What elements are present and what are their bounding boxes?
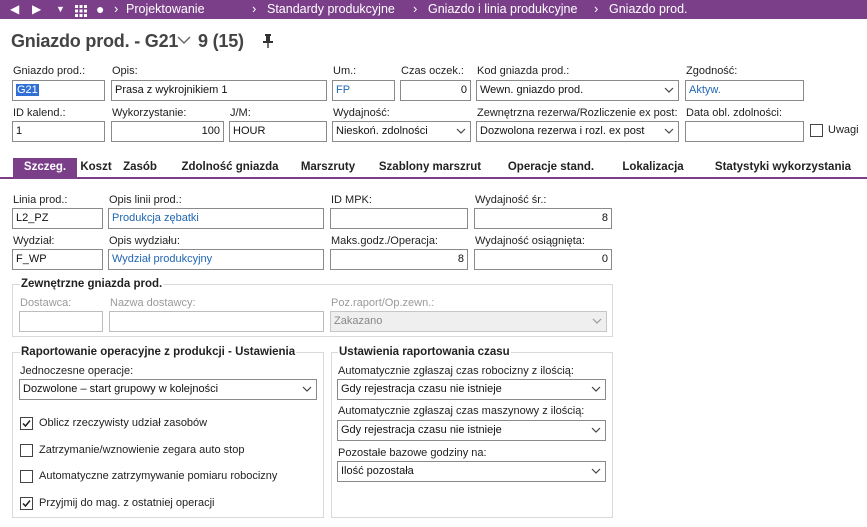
tab-koszt[interactable]: Koszt <box>80 161 112 173</box>
oblicz-udzial-checkbox[interactable] <box>20 417 33 430</box>
data-obl-label: Data obl. zdolności: <box>686 107 782 119</box>
auto-zatrzymywanie-checkbox[interactable] <box>20 470 33 483</box>
czas-oczek-label: Czas oczek.: <box>401 65 464 77</box>
apps-grid-icon[interactable] <box>74 0 88 19</box>
page-title: Gniazdo prod. - G21 <box>11 31 179 51</box>
breadcrumb-item-gniazdo-linia[interactable]: Gniazdo i linia produkcyjne <box>428 2 578 16</box>
tab-szablony-marszrut[interactable]: Szablony marszrut <box>378 161 482 173</box>
maks-godz-input[interactable]: 8 <box>330 249 468 270</box>
top-navigation-bar <box>0 0 867 19</box>
tab-lokalizacja[interactable]: Lokalizacja <box>622 161 684 173</box>
id-kalend-input[interactable]: 1 <box>12 121 105 142</box>
chevron-right-icon: › <box>252 1 257 16</box>
auto-maszynowy-label: Automatycznie zgłaszaj czas maszynowy z ilością: <box>338 405 585 417</box>
zgodnosc-label: Zgodność: <box>686 65 738 77</box>
wydajnosc-sr-label: Wydajność śr.: <box>475 194 547 206</box>
wydajnosc-osiagnieta-label: Wydajność osiągnięta: <box>475 235 585 247</box>
pozostale-label: Pozostałe bazowe godziny na: <box>338 447 487 459</box>
chevron-right-icon: › <box>594 1 599 16</box>
id-mpk-input[interactable] <box>330 208 468 229</box>
pozostale-select[interactable]: Ilość pozostała <box>337 461 606 482</box>
wydajnosc-label: Wydajność: <box>333 107 390 119</box>
uwagi-checkbox[interactable] <box>810 124 823 137</box>
chevron-right-icon: › <box>413 1 418 16</box>
zewn-rezerwa-select[interactable]: Dozwolona rezerwa i rozl. ex post <box>476 121 679 142</box>
uwagi-label: Uwagi <box>828 124 859 136</box>
wydajnosc-osiagnieta-input[interactable]: 0 <box>474 249 612 270</box>
jednoczesne-select[interactable]: Dozwolone – start grupowy w kolejności <box>19 379 317 400</box>
tab-zasob[interactable]: Zasób <box>123 161 157 173</box>
poz-raport-select: Zakazano <box>330 311 607 332</box>
zewn-rezerwa-label: Zewnętrzna rezerwa/Rozliczenie ex post: <box>477 107 678 119</box>
checkmark-icon <box>21 498 32 509</box>
forward-icon[interactable]: ▶ <box>32 2 42 16</box>
dropdown-icon[interactable]: ▼ <box>56 4 65 14</box>
wykorzystanie-input[interactable]: 100 <box>111 121 224 142</box>
wydajnosc-select[interactable]: Nieskoń. zdolności <box>332 121 471 142</box>
chevron-down-icon <box>591 314 603 328</box>
auto-robocizny-label: Automatycznie zgłaszaj czas robocizny z ilością: <box>338 365 574 377</box>
linia-prod-input[interactable]: L2_PZ <box>12 208 103 229</box>
tab-statystyki[interactable]: Statystyki wykorzystania <box>714 161 852 173</box>
opis-label: Opis: <box>112 65 138 77</box>
um-input[interactable]: FP <box>332 80 395 101</box>
jm-label: J/M: <box>230 107 251 119</box>
auto-maszynowy-select[interactable]: Gdy rejestracja czasu nie istnieje <box>337 420 606 441</box>
chevron-down-icon[interactable] <box>663 83 675 97</box>
opis-wydzialu-label: Opis wydziału: <box>109 235 180 247</box>
kod-gniazda-label: Kod gniazda prod.: <box>477 65 570 77</box>
chevron-right-icon: › <box>114 1 119 16</box>
przyjmij-do-mag-checkbox[interactable] <box>20 497 33 510</box>
breadcrumb-item-gniazdo-prod[interactable]: Gniazdo prod. <box>609 2 688 16</box>
chevron-down-icon[interactable] <box>590 464 602 478</box>
id-mpk-label: ID MPK: <box>331 194 372 206</box>
wydzial-input[interactable]: F_WP <box>12 249 103 270</box>
chevron-down-icon[interactable] <box>590 423 602 437</box>
zegar-auto-stop-checkbox[interactable] <box>20 444 33 457</box>
maks-godz-label: Maks.godz./Operacja: <box>331 235 438 247</box>
home-dot-icon[interactable]: ● <box>96 1 105 17</box>
tab-szczeg[interactable]: Szczeg. <box>13 158 77 177</box>
wykorzystanie-label: Wykorzystanie: <box>112 107 187 119</box>
tab-operacje-stand[interactable]: Operacje stand. <box>507 161 595 173</box>
przyjmij-do-mag-label: Przyjmij do mag. z ostatniej operacji <box>39 497 215 509</box>
kod-gniazda-select[interactable]: Wewn. gniazdo prod. <box>476 80 679 101</box>
tab-zdolnosc-gniazda[interactable]: Zdolność gniazda <box>181 161 279 173</box>
gniazdo-label: Gniazdo prod.: <box>13 65 86 77</box>
record-counter: 9 (15) <box>198 31 244 51</box>
poz-raport-label: Poz.raport/Op.zewn.: <box>331 297 435 309</box>
um-label: Um.: <box>333 65 357 77</box>
checkmark-icon <box>21 418 32 429</box>
jednoczesne-label: Jednoczesne operacje: <box>20 365 134 377</box>
chevron-down-icon[interactable] <box>455 124 467 138</box>
linia-prod-label: Linia prod.: <box>13 194 68 206</box>
tab-underline <box>0 177 867 179</box>
chevron-down-icon[interactable] <box>663 124 675 138</box>
dostawca-label: Dostawca: <box>20 297 72 309</box>
jm-input[interactable]: HOUR <box>229 121 327 142</box>
oblicz-udzial-label: Oblicz rzeczywisty udział zasobów <box>39 417 208 429</box>
auto-robocizny-select[interactable]: Gdy rejestracja czasu nie istnieje <box>337 379 606 400</box>
opis-linii-label: Opis linii prod.: <box>109 194 182 206</box>
tab-marszruty[interactable]: Marszruty <box>300 161 356 173</box>
opis-input[interactable]: Prasa z wykrojnikiem 1 <box>111 80 327 101</box>
back-icon[interactable]: ◀ <box>10 2 20 16</box>
data-obl-input[interactable] <box>685 121 804 142</box>
id-kalend-label: ID kalend.: <box>13 107 66 119</box>
chevron-down-icon[interactable] <box>590 382 602 396</box>
nazwa-dostawcy-input <box>109 311 324 332</box>
zegar-auto-stop-label: Zatrzymanie/wznowienie zegara auto stop <box>39 444 245 456</box>
chevron-down-icon[interactable] <box>301 382 313 396</box>
breadcrumb-item-projektowanie[interactable]: Projektowanie <box>126 2 205 16</box>
raportowanie-title: Raportowanie operacyjne z produkcji - Ustawienia <box>21 346 296 358</box>
nazwa-dostawcy-label: Nazwa dostawcy: <box>110 297 196 309</box>
dostawca-input <box>19 311 103 332</box>
gniazdo-input[interactable]: G21 <box>12 80 105 101</box>
chevron-down-icon[interactable] <box>176 33 192 47</box>
opis-wydzialu-input[interactable]: Wydział produkcyjny <box>108 249 324 270</box>
auto-zatrzymywanie-label: Automatyczne zatrzymywanie pomiaru robocizny <box>39 470 278 482</box>
zewnetrzne-title: Zewnętrzne gniazda prod. <box>21 278 163 290</box>
wydajnosc-sr-input[interactable]: 8 <box>474 208 612 229</box>
czas-title: Ustawienia raportowania czasu <box>339 346 510 358</box>
czas-oczek-input[interactable]: 0 <box>400 80 471 101</box>
pin-icon[interactable] <box>261 33 275 49</box>
breadcrumb-item-standardy[interactable]: Standardy produkcyjne <box>267 2 395 16</box>
zgodnosc-input[interactable]: Aktyw. <box>685 80 804 101</box>
wydzial-label: Wydział: <box>13 235 55 247</box>
opis-linii-input[interactable]: Produkcja zębatki <box>108 208 324 229</box>
